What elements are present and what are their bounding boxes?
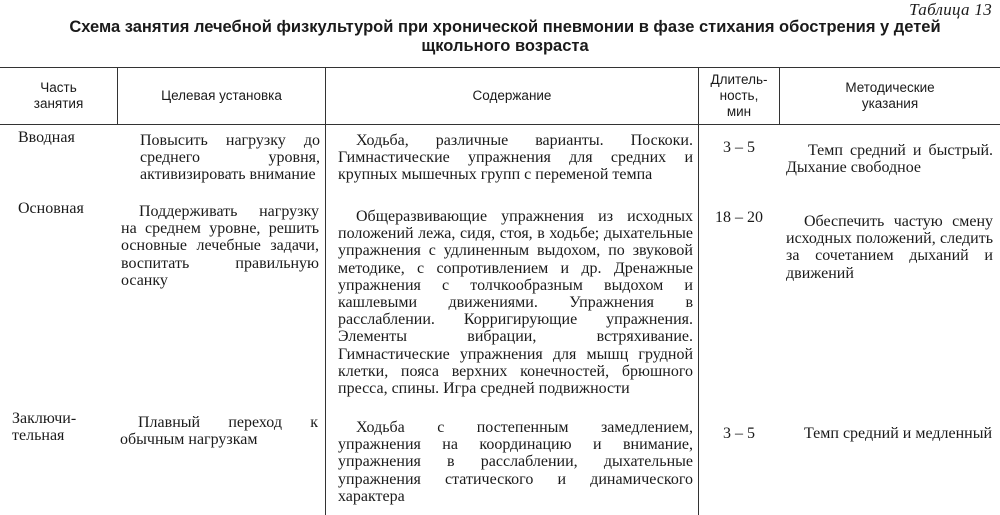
row-3-part: Заключи- тельная (12, 410, 77, 445)
row-2-goal: Поддерживать нагрузку на среднем уровне, решить основные лечебные задачи, воспитать правильную осанку (121, 203, 319, 289)
body-divider-right (698, 124, 699, 515)
title-line-2: щкольного возраста (421, 37, 589, 55)
header-duration: Длитель- ность, мин (710, 72, 768, 119)
row-1-duration: 3 – 5 (723, 139, 755, 156)
row-2-part: Основная (18, 200, 84, 217)
row-3-duration: 3 – 5 (723, 425, 755, 442)
title-line-1: Схема занятия лечебной физкультурой при хронической пневмонии в фазе стихания обострения у детей (69, 18, 941, 36)
row-3-notes: Темп средний и медленный (804, 425, 993, 442)
table-number-label: Таблица 13 (909, 0, 992, 19)
row-2-content: Общеразвивающие упражнения из исходных положений лежа, сидя, стоя, в ходьбе; дыхательные упражнения с удлиненным выдохом, по звуковой методике, с сопротивлением и др. Дренажные упражнения с толчкообразным выдохом и кашлевыми движениями. Упражнения в расслаблении. Корригирующие упражнения. Элементы вибрации, встряхивание. Гимнастические упражнения для мышц грудной клетки, пояса верхних конечностей, брюшного пресса, спины. Игра средней подвижности (338, 208, 693, 398)
row-1-part: Вводная (18, 129, 75, 146)
table-title (40, 18, 970, 56)
row-1-content: Ходьба, различные варианты. Поскоки. Гимнастические упражнения для средних и крупных мышечных групп с переменой темпа (338, 132, 693, 184)
header-bottom-rule (0, 124, 1000, 125)
row-3-goal: Плавный переход к обычным нагрузкам (120, 414, 318, 449)
header-goal: Целевая установка (161, 88, 282, 103)
body-divider-left (325, 124, 326, 515)
header-part: Часть занятия (33, 80, 84, 111)
row-1-notes: Темп средний и быстрый. Дыхание свободное (786, 142, 993, 177)
header-notes: Методические указания (845, 80, 935, 111)
row-2-duration: 18 – 20 (715, 209, 763, 226)
row-3-content: Ходьба с постепенным замедлением, упражнения на координацию и внимание, упражнения в расслаблении, дыхательные упражнения статического и динамического характера (338, 419, 693, 505)
header-content: Содержание (472, 88, 552, 103)
row-2-notes: Обеспечить частую смену исходных положений, следить за сочетанием дыханий и движений (786, 213, 993, 282)
row-1-goal: Повысить нагрузку до среднего уровня, активизировать внимание (140, 132, 320, 184)
